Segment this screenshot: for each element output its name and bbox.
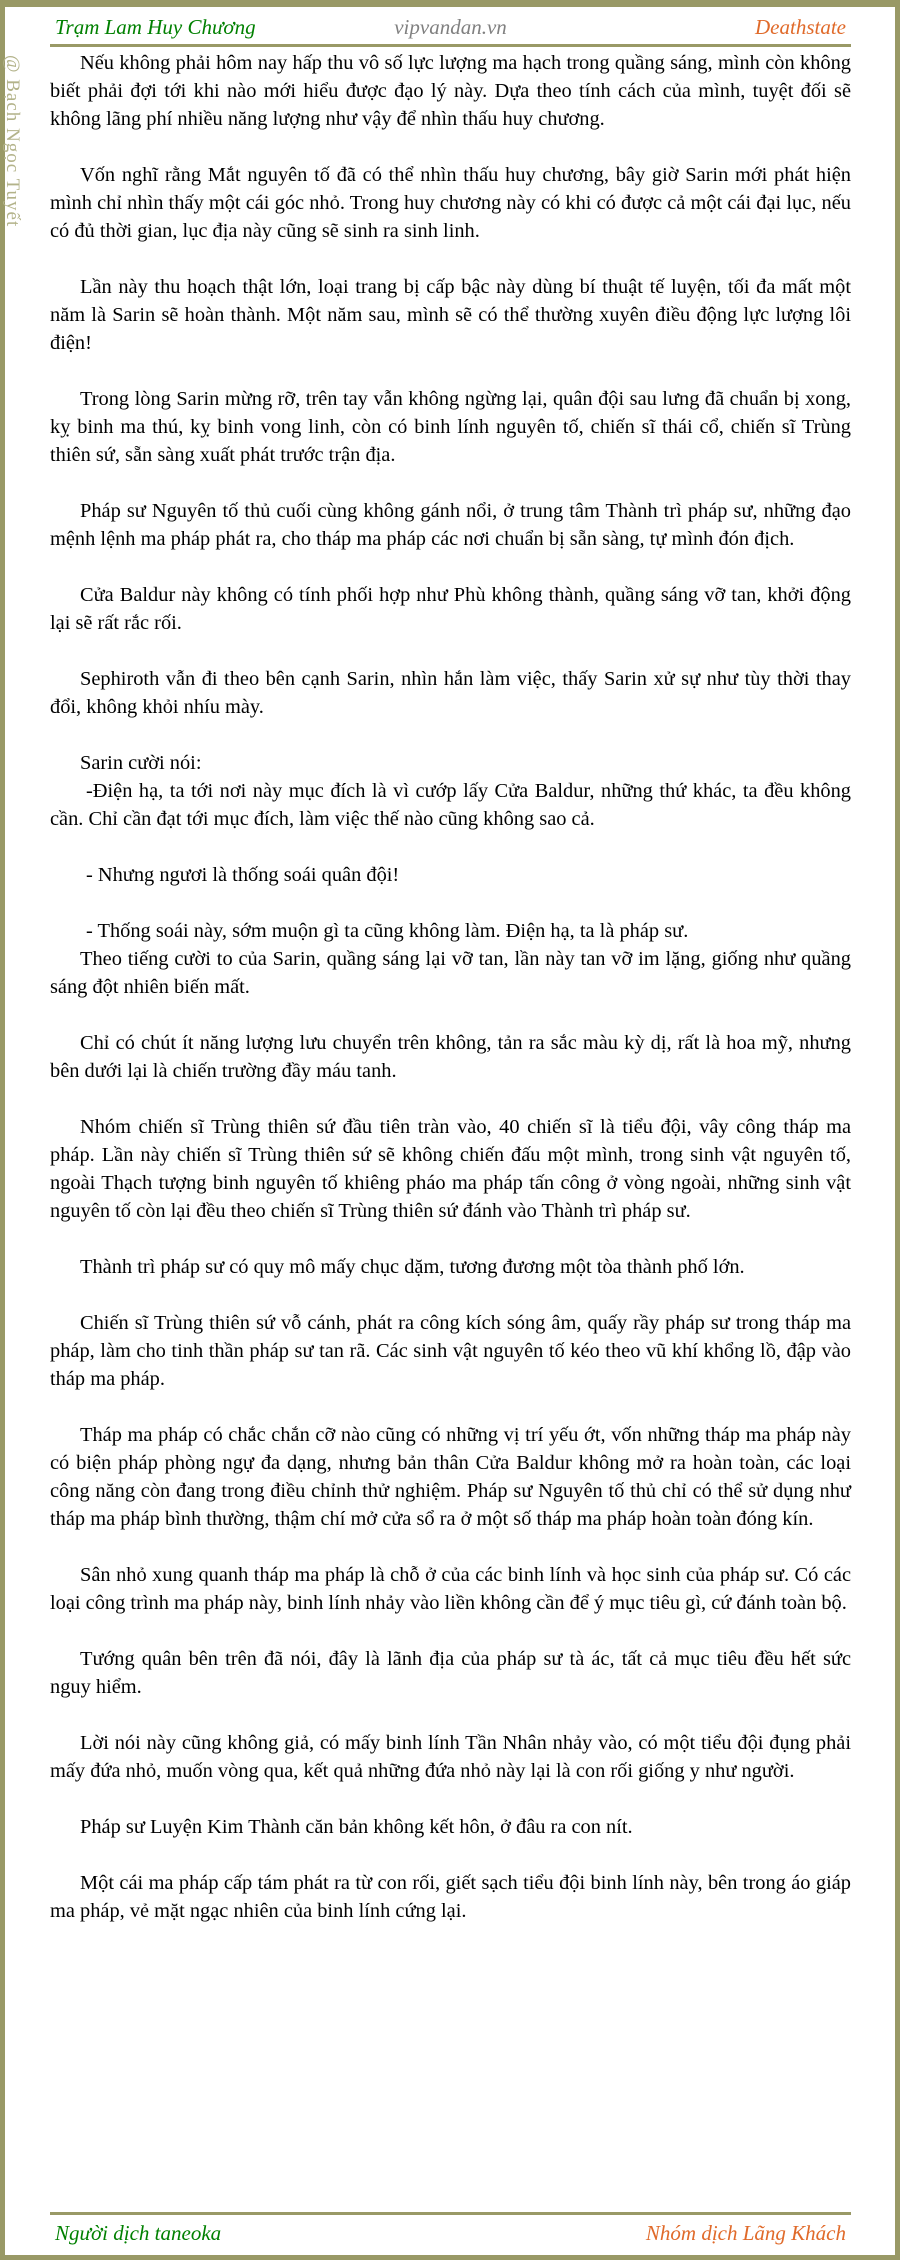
watermark <box>0 55 25 265</box>
watermark-text: @ Bạch Ngọc Tuyết <box>2 55 23 228</box>
paragraph <box>50 49 851 133</box>
paragraph <box>50 497 851 553</box>
paragraph <box>50 861 851 889</box>
translator: Người dịch taneoka <box>55 2221 222 2245</box>
paragraph <box>50 1869 851 1925</box>
paragraph-line: Thành trì pháp sư có quy mô mấy chục dặm, tương đương một tòa thành phố lớn. <box>80 1256 745 1278</box>
chapter-body <box>50 49 851 1953</box>
paragraph-line: Cửa Baldur này không có tính phối hợp như Phù không thành, quầng sáng vỡ tan, khởi động lại sẽ rất rắc rối. <box>50 584 851 634</box>
paragraph <box>50 1645 851 1701</box>
paragraph <box>50 1561 851 1617</box>
page-header <box>50 7 851 47</box>
paragraph <box>50 581 851 637</box>
page-footer <box>50 2212 851 2255</box>
paragraph-line: Chỉ có chút ít năng lượng lưu chuyển trên không, tản ra sắc màu kỳ dị, rất là hoa mỹ, nhưng bên dưới lại là chiến trường đầy máu tanh. <box>50 1032 851 1082</box>
paragraph-line: - Thống soái này, sớm muộn gì ta cũng không làm. Điện hạ, ta là pháp sư. <box>86 920 689 942</box>
paragraph-line: Vốn nghĩ rằng Mắt nguyên tố đã có thể nhìn thấu huy chương, bây giờ Sarin mới phát hiện mình chỉ nhìn thấy một cái góc nhỏ. Trong huy chương này có khi có được cả một cái đại lục, nếu có đủ thời gian, lục địa này cũng sẽ sinh ra sinh linh. <box>50 164 851 242</box>
paragraph-line: Nhóm chiến sĩ Trùng thiên sứ đầu tiên tràn vào, 40 chiến sĩ là tiểu đội, vây công tháp ma pháp. Lần này chiến sĩ Trùng thiên sứ sẽ không chiến đấu một mình, trong sinh vật nguyên tố, ngoài Thạch tượng binh nguyên tố khiêng pháo ma pháp tấn công ở vòng ngoài, những sinh vật nguyên tố còn lại đều theo chiến sĩ Trùng thiên sứ đánh vào Thành trì pháp sư. <box>50 1116 851 1222</box>
paragraph <box>50 161 851 245</box>
paragraph <box>50 385 851 469</box>
paragraph <box>50 1253 851 1281</box>
paragraph <box>50 273 851 357</box>
paragraph-line: Sephiroth vẫn đi theo bên cạnh Sarin, nhìn hắn làm việc, thấy Sarin xử sự như tùy thời thay đổi, không khỏi nhíu mày. <box>50 668 851 718</box>
paragraph-line: Lời nói này cũng không giả, có mấy binh lính Tần Nhân nhảy vào, có một tiểu đội đụng phải mấy đứa nhỏ, muốn vòng qua, kết quả những đứa nhỏ này lại là con rối giống y như người. <box>50 1732 851 1782</box>
paragraph-line: Pháp sư Luyện Kim Thành căn bản không kết hôn, ở đâu ra con nít. <box>80 1816 633 1838</box>
paragraph-line: - Nhưng ngươi là thống soái quân đội! <box>86 864 400 886</box>
page <box>2 7 895 2255</box>
paragraph-line: Nếu không phải hôm nay hấp thu vô số lực lượng ma hạch trong quầng sáng, mình còn không biết phải đợi tới khi nào mới hiểu được đạo lý này. Dựa theo tính cách của mình, tuyệt đối sẽ không lãng phí nhiều năng lượng như vậy để nhìn thấu huy chương. <box>50 52 851 130</box>
paragraph-line: Theo tiếng cười to của Sarin, quầng sáng lại vỡ tan, lần này tan vỡ im lặng, giống như quầng sáng đột nhiên biến mất. <box>50 948 851 998</box>
paragraph-line: Sân nhỏ xung quanh tháp ma pháp là chỗ ở của các binh lính và học sinh của pháp sư. Có các loại công trình ma pháp này, binh lính nhảy vào liền không cần để ý mục tiêu gì, cứ đánh toàn bộ. <box>50 1564 851 1614</box>
translation-group: Nhóm dịch Lãng Khách <box>645 2221 846 2245</box>
paragraph-line: Một cái ma pháp cấp tám phát ra từ con rối, giết sạch tiểu đội binh lính này, bên trong áo giáp ma pháp, vẻ mặt ngạc nhiên của binh lính cứng lại. <box>50 1872 851 1922</box>
paragraph <box>50 1813 851 1841</box>
paragraph-line: Chiến sĩ Trùng thiên sứ vỗ cánh, phát ra công kích sóng âm, quấy rầy pháp sư trong tháp ma pháp, làm cho tinh thần pháp sư tan rã. Các sinh vật nguyên tố kéo theo vũ khí khổng lồ, đập vào tháp ma pháp. <box>50 1312 851 1390</box>
book-title: Trạm Lam Huy Chương <box>55 15 256 39</box>
paragraph <box>50 1421 851 1533</box>
paragraph-line: Pháp sư Nguyên tố thủ cuối cùng không gánh nổi, ở trung tâm Thành trì pháp sư, những đạo mệnh lệnh ma pháp phát ra, cho tháp ma pháp các nơi chuẩn bị sẵn sàng, tự mình đón địch. <box>50 500 851 550</box>
paragraph <box>50 1309 851 1393</box>
paragraph-line: Trong lòng Sarin mừng rỡ, trên tay vẫn không ngừng lại, quân đội sau lưng đã chuẩn bị xong, kỵ binh ma thú, kỵ binh vong linh, còn có binh lính nguyên tố, chiến sĩ thái cổ, chiến sĩ Trùng thiên sứ, sẵn sàng xuất phát trước trận địa. <box>50 388 851 466</box>
paragraph-line: -Điện hạ, ta tới nơi này mục đích là vì cướp lấy Cửa Baldur, những thứ khác, ta đều không cần. Chỉ cần đạt tới mục đích, làm việc thế nào cũng không sao cả. <box>50 780 851 830</box>
paragraph <box>50 749 851 833</box>
site-name: vipvandan.vn <box>394 15 507 39</box>
paragraph-line: Tướng quân bên trên đã nói, đây là lãnh địa của pháp sư tà ác, tất cả mục tiêu đều hết sức nguy hiểm. <box>50 1648 851 1698</box>
paragraph <box>50 1029 851 1085</box>
paragraph <box>50 665 851 721</box>
paragraph-line: Lần này thu hoạch thật lớn, loại trang bị cấp bậc này dùng bí thuật tế luyện, tối đa mất một năm là Sarin sẽ hoàn thành. Một năm sau, mình sẽ có thể thường xuyên điều động lực lượng lôi điện! <box>50 276 851 354</box>
author-name: Deathstate <box>755 15 846 39</box>
paragraph-line: Sarin cười nói: <box>80 752 202 774</box>
paragraph-line: Tháp ma pháp có chắc chắn cỡ nào cũng có những vị trí yếu ớt, vốn những tháp ma pháp này có biện pháp phòng ngự đa dạng, nhưng bản thân Cửa Baldur không mở ra hoàn toàn, các loại công năng còn đang trong điều chỉnh thử nghiệm. Pháp sư Nguyên tố thủ chỉ có thể sử dụng như tháp ma pháp bình thường, thậm chí mở cửa sổ ra ở một số tháp ma pháp hoàn toàn đóng kín. <box>50 1424 851 1530</box>
paragraph <box>50 1113 851 1225</box>
paragraph <box>50 1729 851 1785</box>
paragraph <box>50 917 851 1001</box>
